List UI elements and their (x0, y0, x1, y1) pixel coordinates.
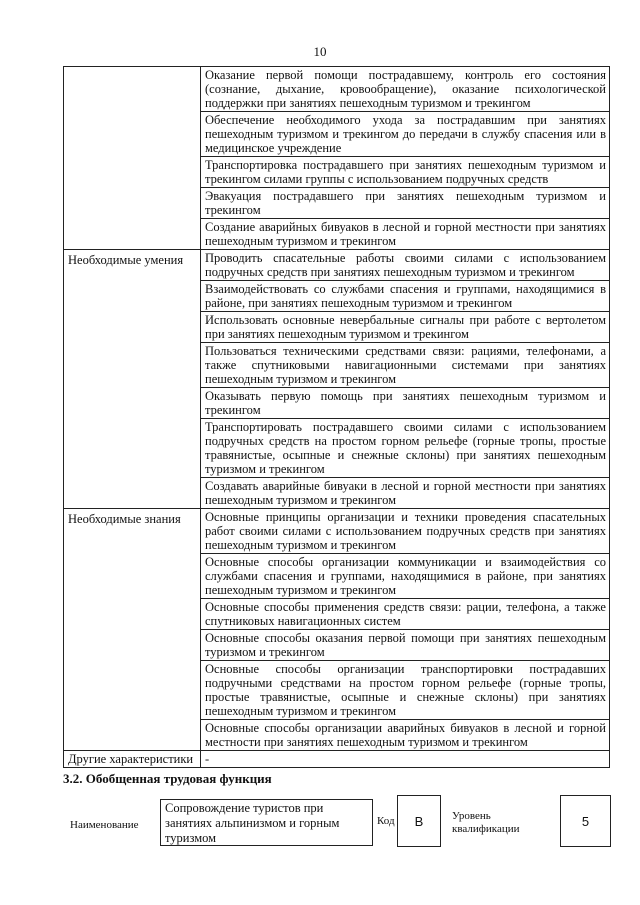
table-cell: Создание аварийных бивуаков в лесной и горной местности при занятиях пешеходным туризмом и трекингом (201, 219, 610, 250)
table-cell: Транспортировать пострадавшего своими силами с использованием подручных средств на простом горном рельефе (горные тропы, простые травянистые, осыпные и снежные склоны) при занятиях пешеходным туризмом и трекингом (201, 419, 610, 478)
code-value-box: B (397, 795, 441, 847)
name-label: Наименование (70, 819, 139, 831)
table-row (64, 751, 610, 768)
knowledge-label: Необходимые знания (64, 509, 201, 751)
other-label: Другие характеристики (64, 751, 201, 768)
code-label: Код (377, 815, 395, 827)
page-number: 10 (313, 44, 327, 59)
table-cell: Создавать аварийные бивуаки в лесной и горной местности при занятиях пешеходным туризмом и трекингом (201, 478, 610, 509)
name-value-box: Сопровождение туристов при занятиях альпинизмом и горным туризмом (160, 799, 373, 846)
table-row (64, 250, 610, 281)
section-title: 3.2. Обобщенная трудовая функция (63, 771, 272, 786)
level-label (452, 810, 519, 836)
table-row (64, 509, 610, 554)
table-cell: Оказывать первую помощь при занятиях пешеходным туризмом и трекингом (201, 388, 610, 419)
table-cell: Оказание первой помощи пострадавшему, контроль его состояния (сознание, дыхание, кровообращение), оказание психологической поддержки при занятиях пешеходным туризмом и трекингом (201, 67, 610, 112)
table-cell: Пользоваться техническими средствами связи: рациями, телефонами, а также спутниковыми навигационными системами при занятиях пешеходным туризмом и трекингом (201, 343, 610, 388)
skills-label: Необходимые умения (64, 250, 201, 509)
level-value-box: 5 (560, 795, 611, 847)
table-cell: Основные принципы организации и техники проведения спасательных работ своими силами с использованием подручных средств при занятиях пешеходным туризмом и трекингом (201, 509, 610, 554)
table-cell: Основные способы оказания первой помощи при занятиях пешеходным туризмом и трекингом (201, 630, 610, 661)
table-cell: Транспортировка пострадавшего при занятиях пешеходным туризмом и трекингом силами группы с использованием подручных средств (201, 157, 610, 188)
table-cell: Основные способы организации транспортировки пострадавших подручными средствами на простом горном рельефе (горные тропы, простые травянистые, осыпные и снежные склоны) при занятиях пешеходным туризмом и трекингом (201, 661, 610, 720)
table-cell: Основные способы организации аварийных бивуаков в лесной и горной местности при занятиях пешеходным туризмом и трекингом (201, 720, 610, 751)
level-label-line1: Уровень (452, 810, 491, 822)
table-cell: Основные способы применения средств связи: рации, телефона, а также спутниковых навигационных систем (201, 599, 610, 630)
table-cell: Обеспечение необходимого ухода за пострадавшим при занятиях пешеходным туризмом и трекингом до передачи в службу спасения или в медицинское учреждение (201, 112, 610, 157)
table-cell: Основные способы организации коммуникации и взаимодействия со службами спасения и группами, находящимися в районе, при занятиях пешеходным туризмом и трекингом (201, 554, 610, 599)
empty-label-cell (64, 67, 201, 250)
level-label-line2: квалификации (452, 823, 520, 835)
labor-function-table (63, 66, 610, 768)
table-cell: Использовать основные невербальные сигналы при работе с вертолетом при занятиях пешеходным туризмом и трекингом (201, 312, 610, 343)
table-row (64, 67, 610, 112)
table-cell: Эвакуация пострадавшего при занятиях пешеходным туризмом и трекингом (201, 188, 610, 219)
table-cell: Проводить спасательные работы своими силами с использованием подручных средств при занятиях пешеходным туризмом и трекингом (201, 250, 610, 281)
other-value: - (201, 751, 610, 768)
table-cell: Взаимодействовать со службами спасения и группами, находящимися в районе, при занятиях пешеходным туризмом и трекингом (201, 281, 610, 312)
